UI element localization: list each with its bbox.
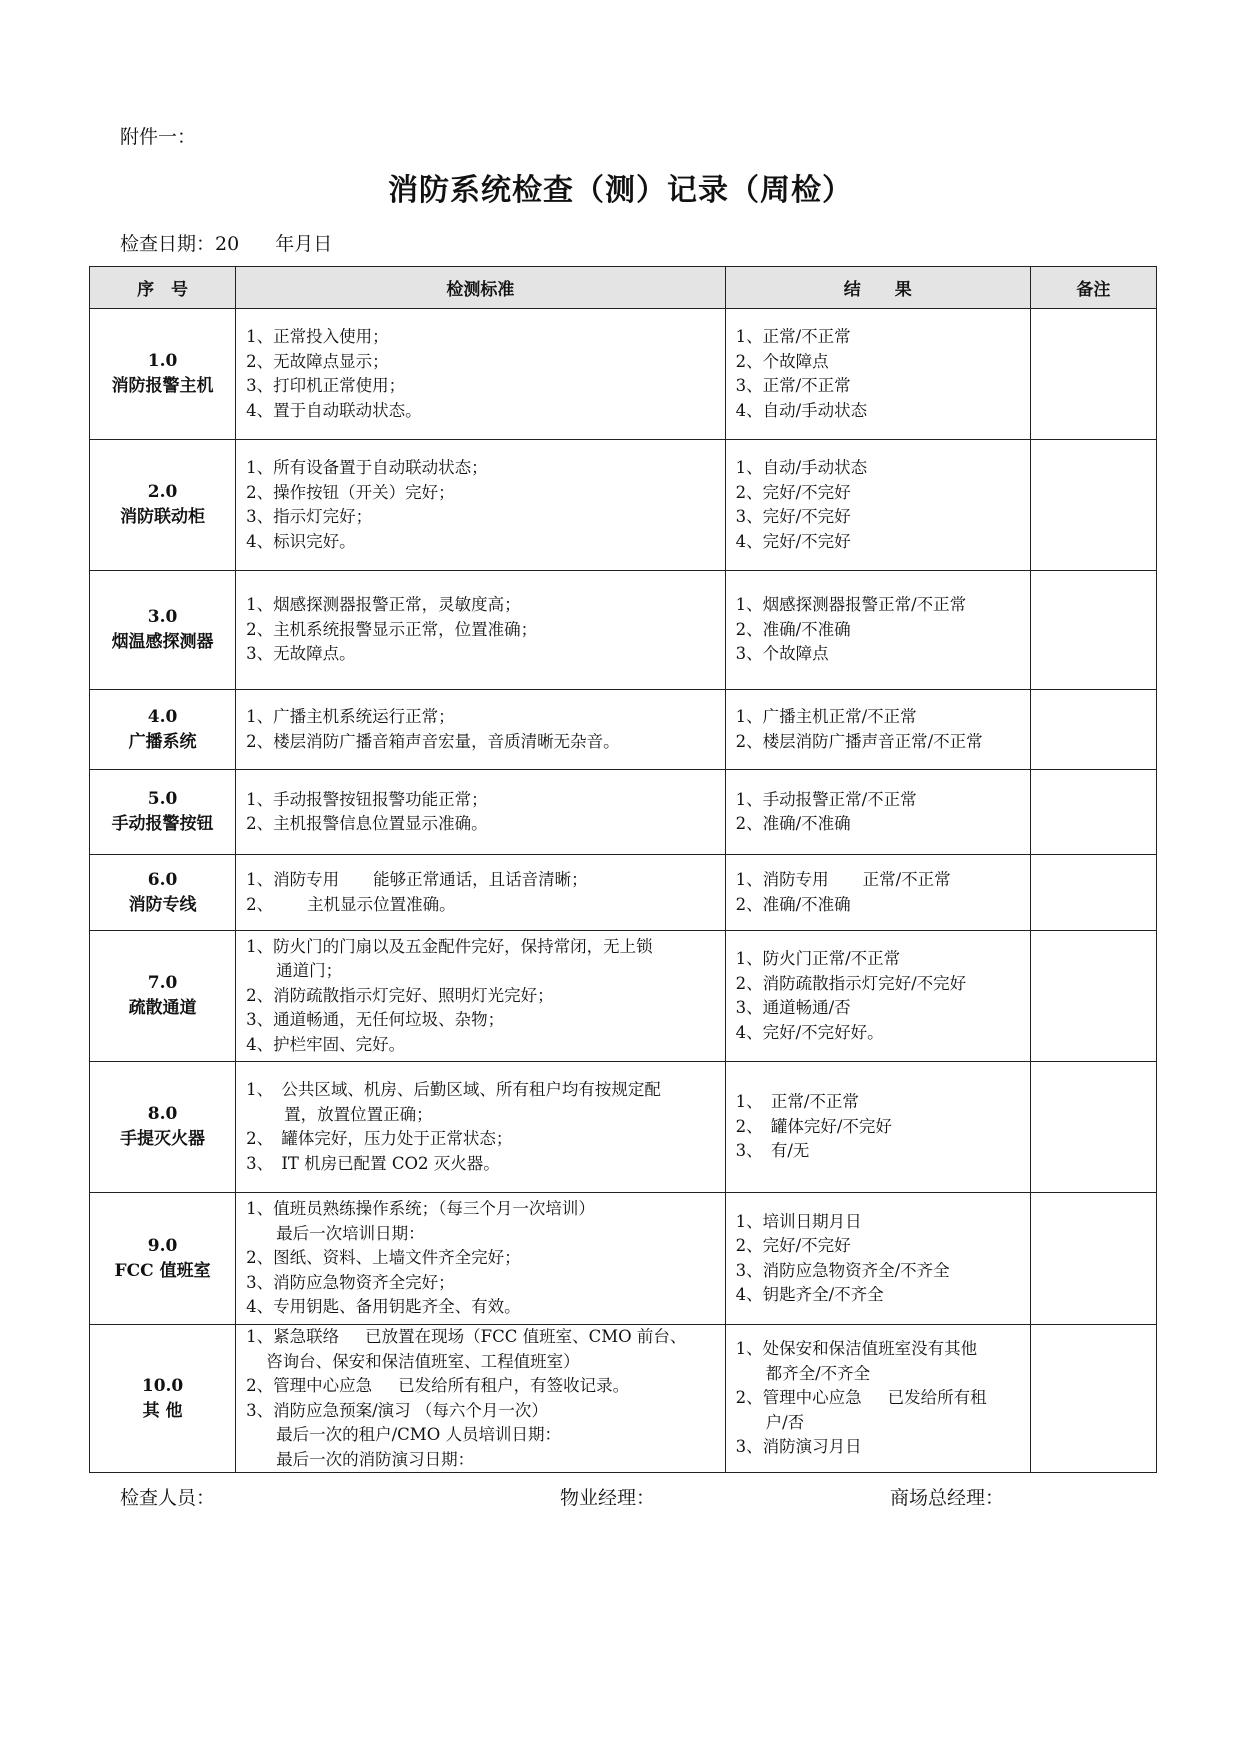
table-row (90, 770, 1157, 855)
row-number-cell: 3.0 烟温感探测器 (90, 571, 236, 690)
table-row (90, 1325, 1157, 1473)
standard-cell: 1、手动报警按钮报警功能正常； 2、主机报警信息位置显示准确。 (236, 770, 725, 855)
table-row (90, 440, 1157, 571)
standard-cell: 1、值班员熟练操作系统；（每三个月一次培训） 最后一次培训日期： 2、图纸、资料、上墙文件齐全完好； 3、消防应急物资齐全完好； 4、专用钥匙、备用钥匙齐全、有效。 (236, 1193, 725, 1325)
row-number-cell: 10.0 其 他 (90, 1325, 236, 1473)
result-cell: 1、自动/手动状态 2、完好/不完好 3、完好/不完好 4、完好/不完好 (725, 440, 1030, 571)
table-row (90, 1062, 1157, 1193)
standard-cell: 1、烟感探测器报警正常，灵敏度高； 2、主机系统报警显示正常，位置准确； 3、无故障点。 (236, 571, 725, 690)
standard-cell: 1、防火门的门扇以及五金配件完好，保持常闭，无上锁 通道门； 2、消防疏散指示灯完好、照明灯光完好； 3、通道畅通，无任何垃圾、杂物； 4、护栏牢固、完好。 (236, 931, 725, 1062)
standard-cell: 1、 公共区域、机房、后勤区域、所有租户均有按规定配 置，放置位置正确； 2、 罐体完好，压力处于正常状态； 3、 IT 机房已配置 CO2 灭火器。 (236, 1062, 725, 1193)
result-cell: 1、防火门正常/不正常 2、消防疏散指示灯完好/不完好 3、通道畅通/否 4、完好/不完好好。 (725, 931, 1030, 1062)
result-cell: 1、处保安和保洁值班室没有其他 都齐全/不齐全 2、管理中心应急 已发给所有租 户/否 3、消防演习月日 (725, 1325, 1030, 1473)
table-row (90, 855, 1157, 931)
standard-cell: 1、广播主机系统运行正常； 2、楼层消防广播音箱声音宏量，音质清晰无杂音。 (236, 690, 725, 770)
result-cell: 1、培训日期月日 2、完好/不完好 3、消防应急物资齐全/不齐全 4、钥匙齐全/不齐全 (725, 1193, 1030, 1325)
standard-cell: 1、紧急联络 已放置在现场（FCC 值班室、CMO 前台、 咨询台、保安和保洁值班室、工程值班室） 2、管理中心应急 已发给所有租户，有签收记录。 3、消防应急预案/演习 （每六个月一次） 最后一次的租户/CMO 人员培训日期： 最后一次的消防演习日期： (236, 1325, 725, 1473)
remarks-cell[interactable] (1030, 1062, 1156, 1193)
remarks-cell[interactable] (1030, 1193, 1156, 1325)
remarks-cell[interactable] (1030, 1325, 1156, 1473)
standard-cell: 1、所有设备置于自动联动状态； 2、操作按钮（开关）完好； 3、指示灯完好； 4、标识完好。 (236, 440, 725, 571)
result-cell: 1、正常/不正常 2、个故障点 3、正常/不正常 4、自动/手动状态 (725, 309, 1030, 440)
table-row (90, 571, 1157, 690)
inspection-table (89, 266, 1157, 1473)
result-cell: 1、 正常/不正常 2、 罐体完好/不完好 3、 有/无 (725, 1062, 1030, 1193)
result-cell: 1、烟感探测器报警正常/不正常 2、准确/不准确 3、个故障点 (725, 571, 1030, 690)
table-row (90, 309, 1157, 440)
standard-cell: 1、消防专用 能够正常通话，且话音清晰； 2、 主机显示位置准确。 (236, 855, 725, 931)
row-number-cell: 4.0 广播系统 (90, 690, 236, 770)
row-number-cell: 1.0 消防报警主机 (90, 309, 236, 440)
table-header-row (90, 267, 1157, 309)
row-number-cell: 9.0 FCC 值班室 (90, 1193, 236, 1325)
remarks-cell[interactable] (1030, 440, 1156, 571)
col-header-remarks: 备注 (1030, 267, 1156, 309)
date-suffix: 年月日 (275, 233, 333, 255)
standard-cell: 1、正常投入使用； 2、无故障点显示； 3、打印机正常使用； 4、置于自动联动状态。 (236, 309, 725, 440)
date-label: 检查日期：20 (120, 233, 240, 255)
remarks-cell[interactable] (1030, 309, 1156, 440)
remarks-cell[interactable] (1030, 690, 1156, 770)
col-header-standard: 检测标准 (236, 267, 725, 309)
property-manager-signature: 物业经理： (560, 1487, 656, 1509)
row-number-cell: 2.0 消防联动柜 (90, 440, 236, 571)
row-number-cell: 6.0 消防专线 (90, 855, 236, 931)
remarks-cell[interactable] (1030, 571, 1156, 690)
remarks-cell[interactable] (1030, 931, 1156, 1062)
page-title: 消防系统检查（测）记录（周检） (388, 173, 853, 208)
inspector-signature: 检查人员： (120, 1487, 216, 1509)
table-row (90, 1193, 1157, 1325)
attachment-label: 附件一： (120, 126, 197, 148)
result-cell: 1、消防专用 正常/不正常 2、准确/不准确 (725, 855, 1030, 931)
inspection-date (120, 229, 332, 256)
result-cell: 1、手动报警正常/不正常 2、准确/不准确 (725, 770, 1030, 855)
remarks-cell[interactable] (1030, 855, 1156, 931)
row-number-cell: 8.0 手提灭火器 (90, 1062, 236, 1193)
row-number-cell: 5.0 手动报警按钮 (90, 770, 236, 855)
table-row (90, 690, 1157, 770)
col-header-number: 序 号 (90, 267, 236, 309)
row-number-cell: 7.0 疏散通道 (90, 931, 236, 1062)
table-row (90, 931, 1157, 1062)
result-cell: 1、广播主机正常/不正常 2、楼层消防广播声音正常/不正常 (725, 690, 1030, 770)
mall-gm-signature: 商场总经理： (890, 1487, 1005, 1509)
remarks-cell[interactable] (1030, 770, 1156, 855)
col-header-result: 结 果 (725, 267, 1030, 309)
